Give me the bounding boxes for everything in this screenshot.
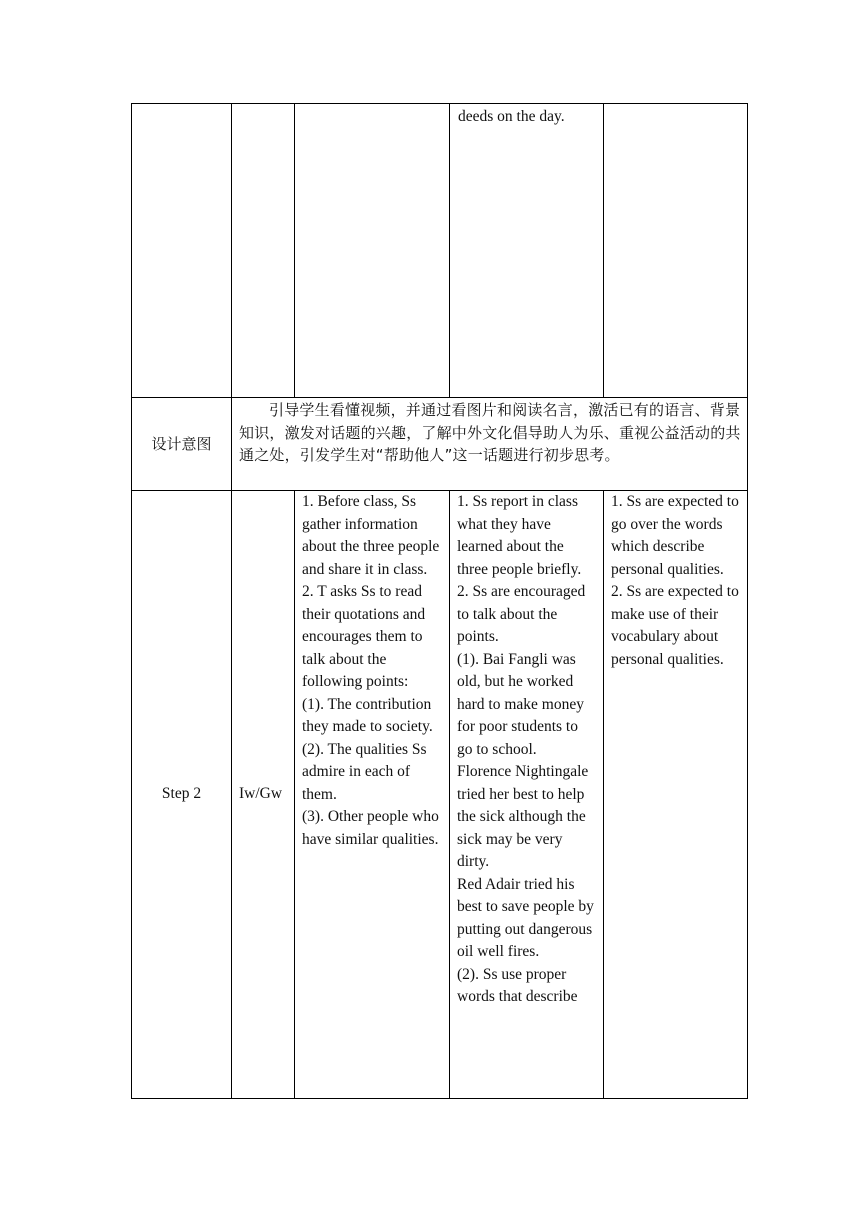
step-label-cell	[132, 491, 231, 1098]
row1-student-activity-text: deeds on the day.	[458, 108, 565, 125]
interaction-mode-cell	[239, 491, 283, 1098]
table-col-divider-2-lower	[294, 490, 295, 1099]
table-col-divider-4-upper	[603, 103, 604, 397]
student-activity-item: 1. Ss report in class what they have learned about the three people briefly.	[457, 493, 582, 578]
expectation-item: 2. Ss are expected to make use of their vocabulary about personal qualities.	[611, 583, 739, 668]
student-activity-item: 2. Ss are encouraged to talk about the points.	[457, 583, 586, 645]
row1-student-activity-cell	[458, 106, 598, 129]
design-intent-text: 引导学生看懂视频，并通过看图片和阅读名言，激活已有的语言、背景知识，激发对话题的兴趣，了解中外文化倡导助人为乐、重视公益活动的共通之处，引发学生对“帮助他人”这一话题进行初步思考。	[239, 401, 741, 464]
design-intent-label: 设计意图	[151, 434, 212, 453]
table-border-top	[131, 103, 748, 104]
table-col-divider-2-upper	[294, 103, 295, 397]
table-border-bottom	[131, 1098, 748, 1099]
step-label: Step 2	[161, 785, 202, 803]
teacher-activity-item: 2. T asks Ss to read their quotations and encourages them to talk about the following points:	[302, 583, 426, 690]
teacher-activity-item: 1. Before class, Ss gather information about the three people and share it in class.	[302, 493, 440, 578]
design-intent-label-cell	[132, 398, 231, 490]
student-activity-item: Florence Nightingale tried her best to help the sick although the sick may be very dirty.	[457, 763, 589, 870]
table-col-divider-1	[231, 103, 232, 1099]
teacher-activity-item: (2). The qualities Ss admire in each of them.	[302, 740, 427, 803]
student-activity-item: Red Adair tried his best to save people by putting out dangerous oil well fires.	[457, 875, 594, 960]
table-col-divider-3-upper	[449, 103, 450, 397]
teacher-activity-cell	[302, 491, 444, 851]
expectation-cell	[611, 491, 741, 671]
student-activity-cell	[457, 491, 597, 1009]
design-intent-text-cell	[239, 399, 742, 467]
teacher-activity-item: (1). The contribution they made to society.	[302, 695, 433, 735]
expectation-item: 1. Ss are expected to go over the words which describe personal qualities.	[611, 493, 739, 578]
teacher-activity-item: (3). Other people who have similar qualities.	[302, 808, 439, 848]
student-activity-item: (2). Ss use proper words that describe	[457, 965, 578, 1005]
table-col-divider-4-lower	[603, 490, 604, 1099]
table-col-divider-3-lower	[449, 490, 450, 1099]
student-activity-item: (1). Bai Fangli was old, but he worked hard to make money for poor students to go to school.	[457, 650, 584, 758]
table-border-right	[747, 103, 748, 1099]
interaction-mode: Iw/Gw	[239, 785, 283, 803]
